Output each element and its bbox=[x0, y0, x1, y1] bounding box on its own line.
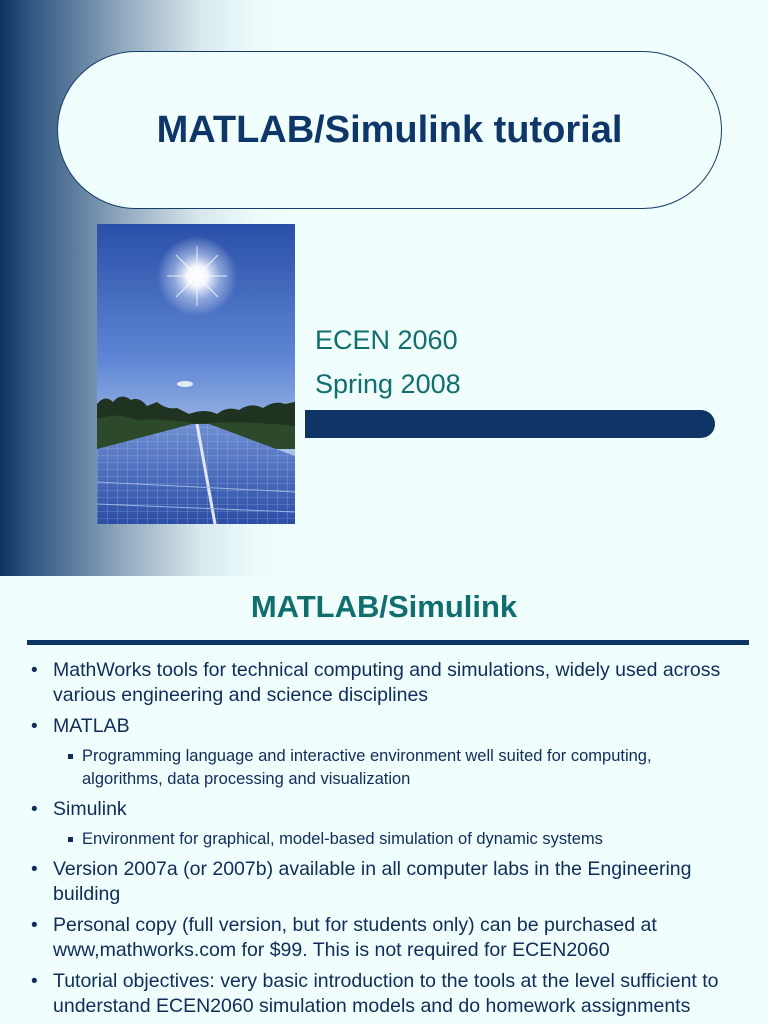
solar-panel-photo bbox=[97, 224, 295, 524]
sub-bullet-item: Environment for graphical, model-based simulation of dynamic systems bbox=[0, 828, 768, 851]
course-code: ECEN 2060 bbox=[315, 325, 458, 355]
title-pill bbox=[57, 51, 722, 209]
bullet-item: • Personal copy (full version, but for students only) can be purchased at www,mathworks.com for $99. This is not required for ECEN2060 bbox=[31, 914, 657, 961]
bullet-item: • Simulink bbox=[31, 798, 127, 820]
bullet-square-icon bbox=[68, 837, 73, 842]
content-slide bbox=[0, 576, 768, 1024]
course-term: Spring 2008 bbox=[315, 369, 461, 399]
bullet-item: • Version 2007a (or 2007b) available in all computer labs in the Engineering building bbox=[31, 858, 692, 905]
bullet-dot-icon: • bbox=[31, 660, 38, 681]
bullet-dot-icon: • bbox=[31, 915, 38, 936]
solar-panel-illustration bbox=[97, 224, 295, 524]
bullet-item: • Tutorial objectives: very basic introduction to the tools at the level sufficient to understand ECEN2060 simulation models and do homework assignments bbox=[31, 970, 719, 1017]
bullet-list bbox=[0, 658, 768, 1024]
bullet-dot-icon: • bbox=[31, 859, 38, 880]
title-rule bbox=[27, 640, 749, 645]
subtitle-block bbox=[315, 318, 461, 406]
bullet-square-icon bbox=[68, 754, 73, 759]
bullet-item: • MathWorks tools for technical computing and simulations, widely used across various engineering and science disciplines bbox=[31, 659, 721, 706]
slide-title: MATLAB/Simulink tutorial bbox=[156, 108, 623, 151]
bullet-item: • MATLAB bbox=[31, 715, 130, 737]
accent-bar bbox=[305, 410, 715, 438]
bullet-dot-icon: • bbox=[31, 971, 38, 992]
bullet-dot-icon: • bbox=[31, 716, 38, 737]
bullet-dot-icon: • bbox=[31, 799, 38, 820]
sub-bullet-item: Programming language and interactive environment well suited for computing, algorithms, data processing and visualization bbox=[0, 745, 768, 791]
content-slide-title: MATLAB/Simulink bbox=[250, 589, 518, 624]
